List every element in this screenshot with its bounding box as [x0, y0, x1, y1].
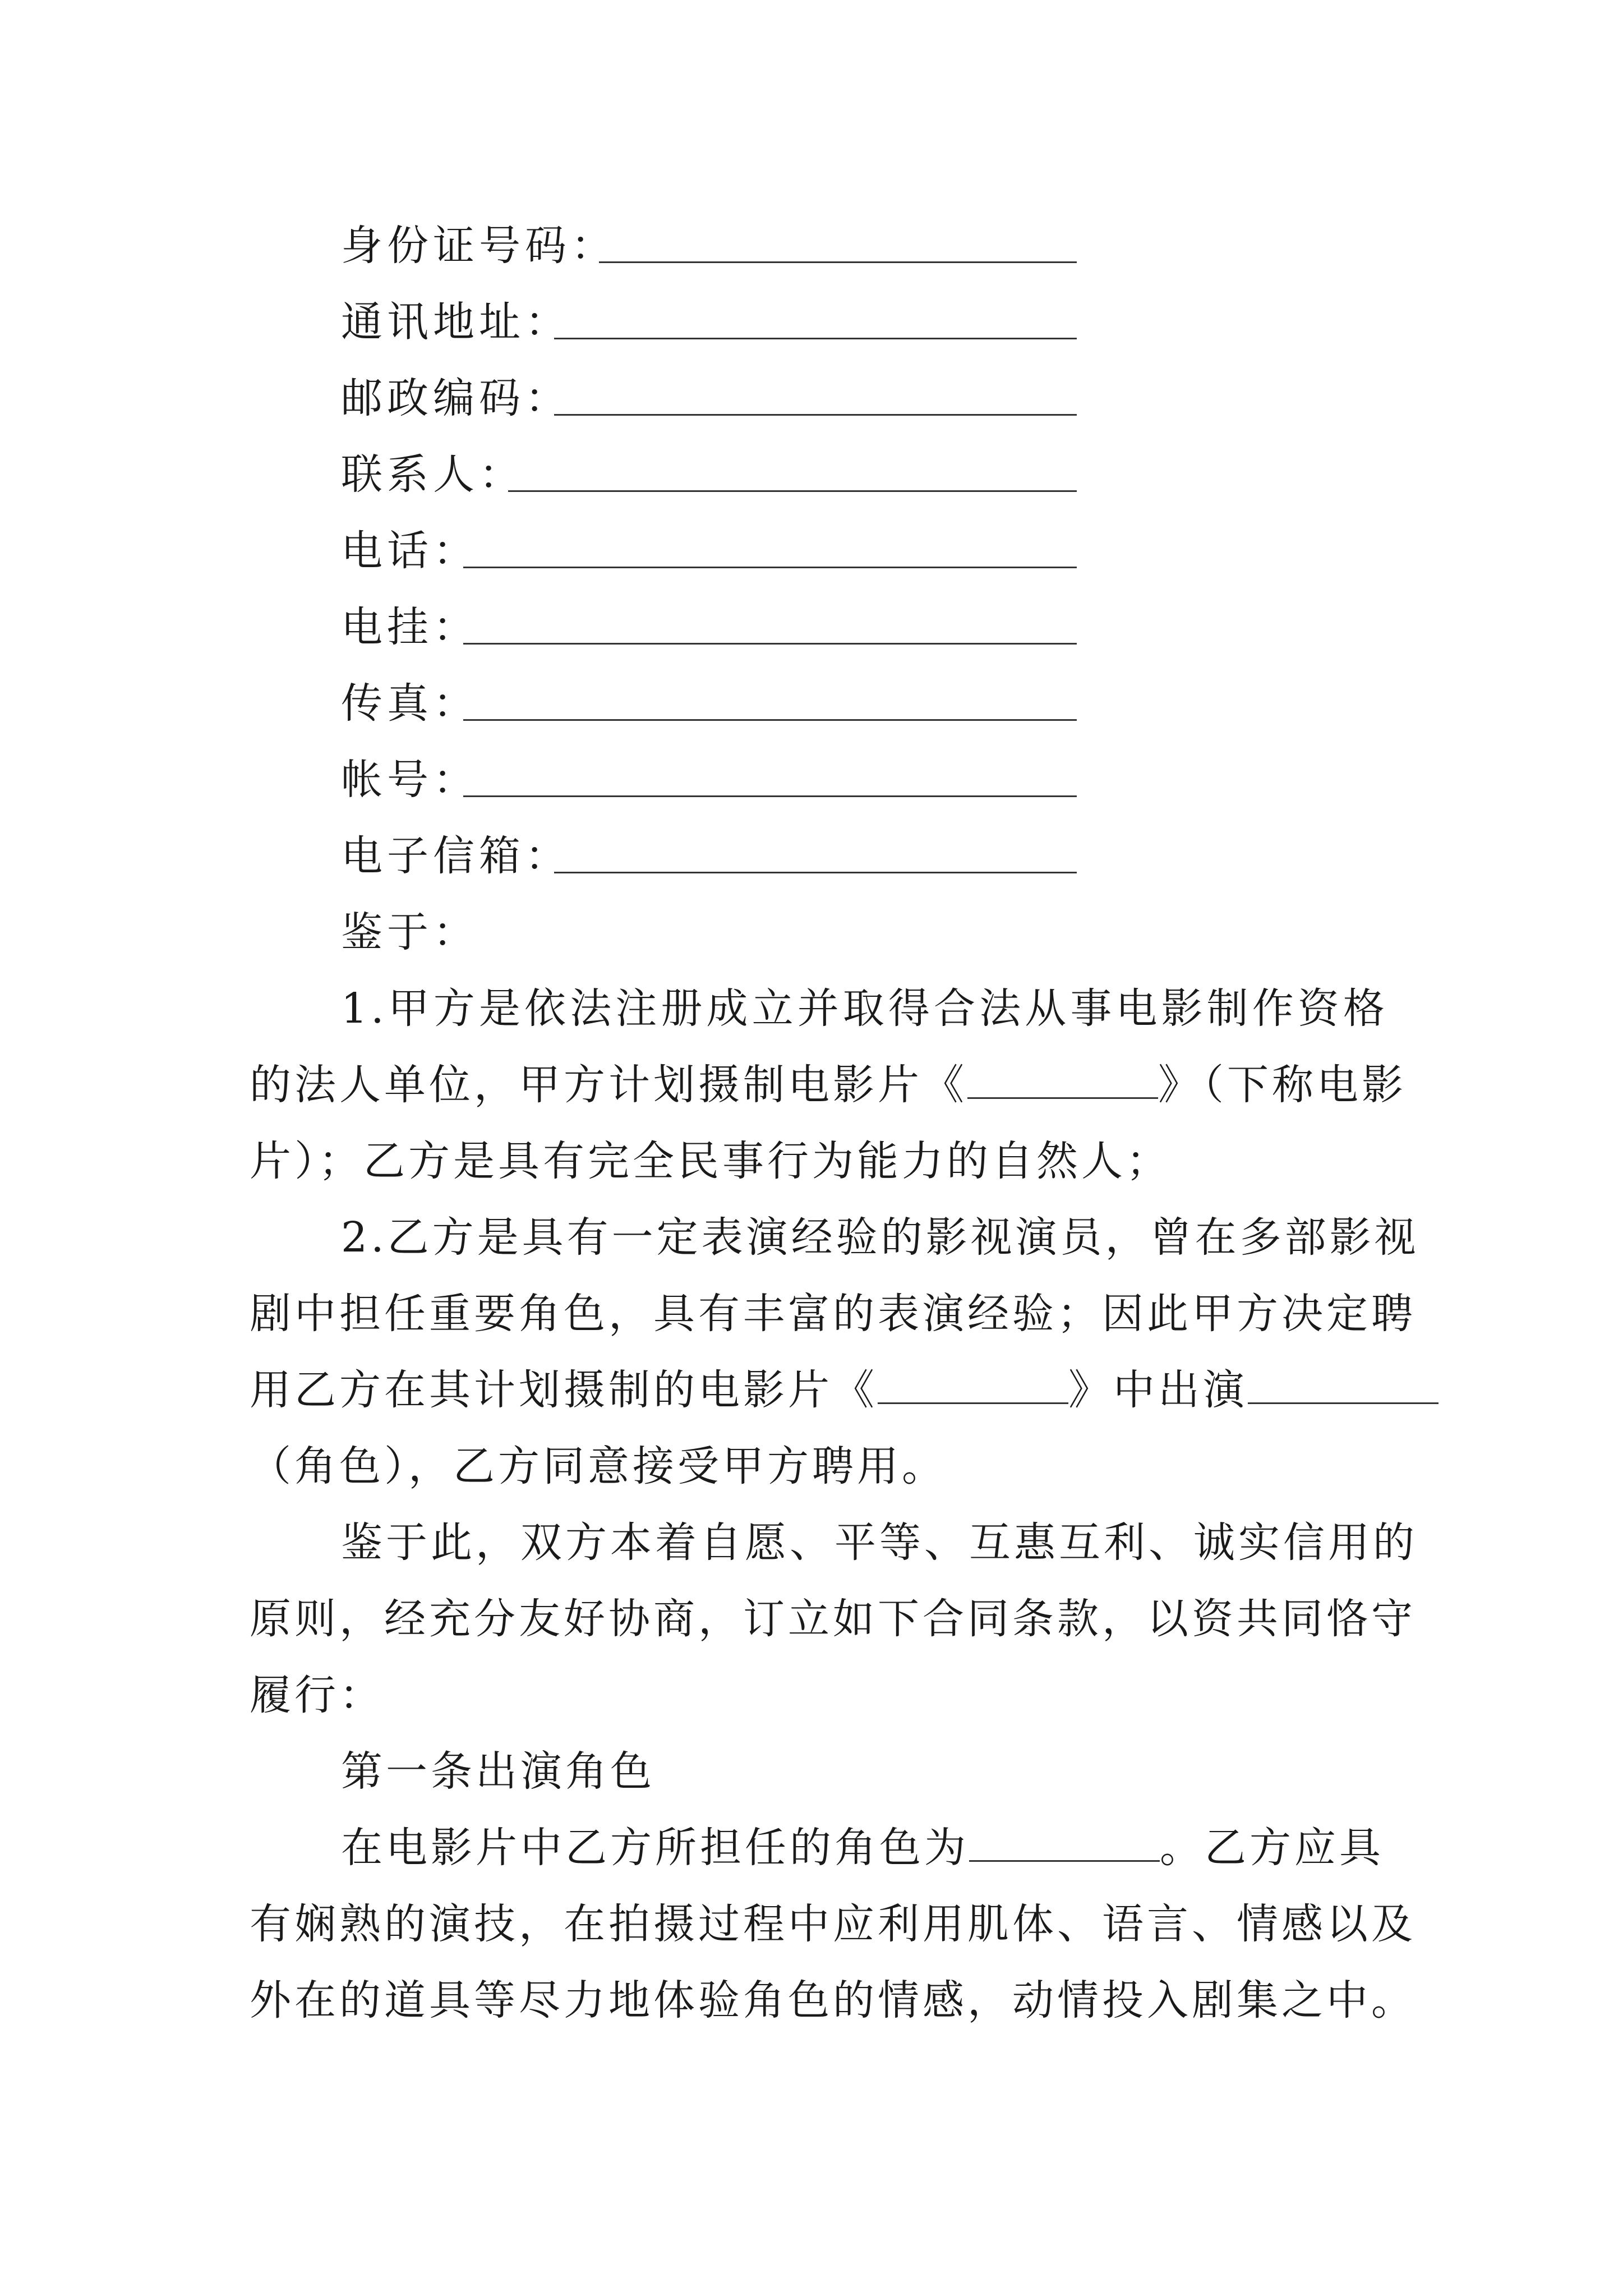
- account-label: 帐号：: [341, 756, 479, 804]
- preamble-line1: 鉴于此，双方本着自愿、平等、互惠互利、诚实信用的: [341, 1519, 1418, 1567]
- contact-blank: [508, 490, 1077, 492]
- fax-label: 传真：: [341, 679, 479, 728]
- id-number-blank: [599, 261, 1077, 263]
- role-blank: [1248, 1365, 1438, 1404]
- telegraph-label: 电挂：: [341, 603, 479, 651]
- clause1-line3: 片）；乙方是具有完全民事行为能力的自然人；: [250, 1137, 1171, 1185]
- postcode-blank: [554, 414, 1077, 416]
- article1-line1: [341, 1810, 1388, 1886]
- postcode-label: 邮政编码：: [341, 374, 571, 422]
- address-blank: [554, 338, 1077, 339]
- telegraph-blank: [463, 643, 1077, 645]
- account-blank: [463, 795, 1077, 797]
- clause1-line2-a: 的法人单位，甲方计划摄制电影片《: [250, 1061, 967, 1109]
- clause2-line2: 剧中担任重要角色，具有丰富的表演经验；因此甲方决定聘: [250, 1290, 1416, 1338]
- film-title-blank-1: [967, 1060, 1158, 1099]
- clause2-line1: 2.乙方是具有一定表演经验的影视演员，曾在多部影视: [341, 1213, 1419, 1262]
- clause2-line4: （角色），乙方同意接受甲方聘用。: [250, 1442, 947, 1490]
- article1-role-blank: [969, 1823, 1160, 1862]
- article1-line1-b: 。乙方应具: [1160, 1824, 1384, 1872]
- id-number-label: 身份证号码：: [341, 222, 617, 270]
- contact-label: 联系人：: [341, 450, 525, 499]
- clause1-line2: [250, 1047, 1407, 1123]
- clause2-line3-a: 用乙方在其计划摄制的电影片《: [250, 1366, 878, 1414]
- email-label: 电子信箱：: [341, 832, 571, 880]
- article1-title: 第一条出演角色: [341, 1747, 655, 1796]
- preamble-line2: 原则，经充分友好协商，订立如下合同条款，以资共同恪守: [250, 1595, 1416, 1643]
- phone-blank: [463, 567, 1077, 568]
- article1-line2: 有娴熟的演技，在拍摄过程中应利用肌体、语言、情感以及: [250, 1900, 1416, 1948]
- preamble-line3: 履行：: [250, 1671, 384, 1719]
- clause1-line2-b: 》（下称电影: [1158, 1061, 1407, 1109]
- address-label: 通讯地址：: [341, 298, 571, 346]
- clause2-line3: [250, 1352, 1388, 1428]
- fax-blank: [463, 719, 1077, 721]
- email-blank: [554, 872, 1077, 873]
- film-title-blank-2: [878, 1365, 1068, 1404]
- whereas-heading: 鉴于：: [341, 908, 479, 956]
- article1-line1-a: 在电影片中乙方所担任的角色为: [341, 1824, 969, 1872]
- phone-label: 电话：: [341, 527, 479, 575]
- clause2-line3-b: 》中出演: [1068, 1366, 1248, 1414]
- article1-line3: 外在的道具等尽力地体验角色的情感，动情投入剧集之中。: [250, 1976, 1416, 2024]
- clause1-line1: 1.甲方是依法注册成立并取得合法从事电影制作资格: [341, 984, 1388, 1033]
